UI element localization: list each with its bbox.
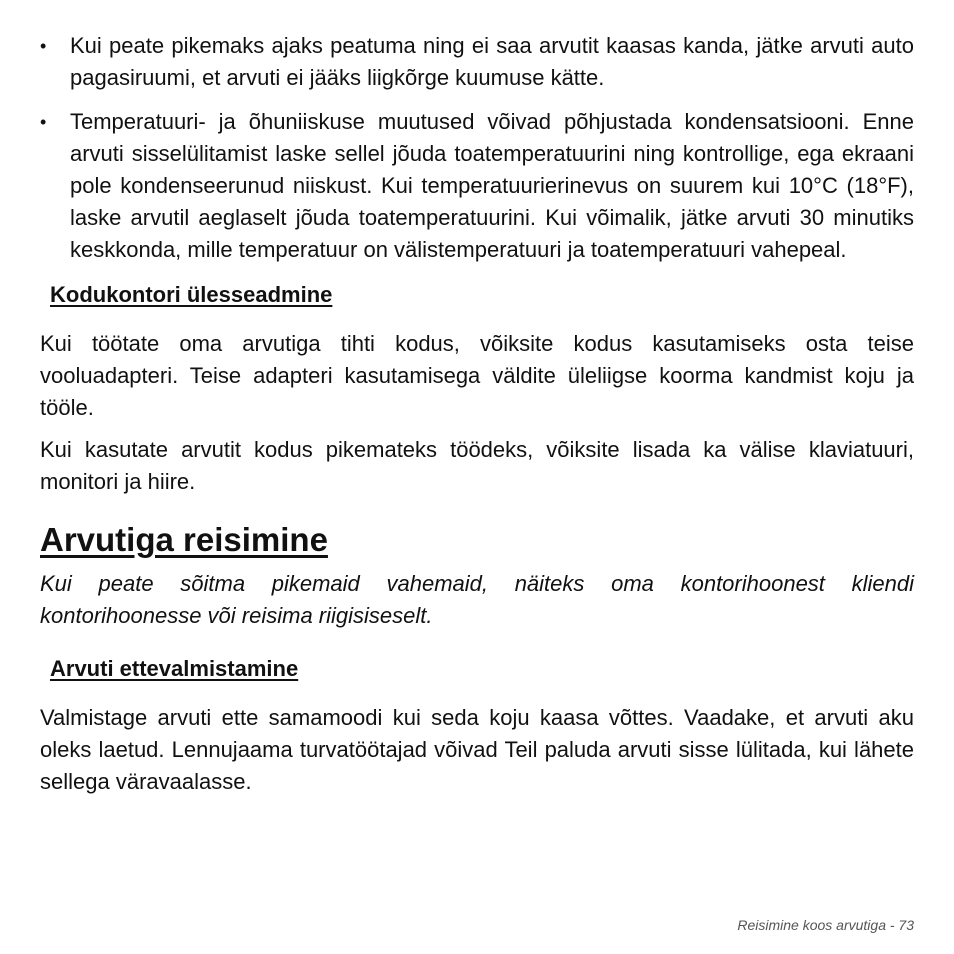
chapter-heading-travel: Arvutiga reisimine bbox=[40, 521, 328, 558]
bullet-text: Temperatuuri- ja õhuniiskuse muutused võivad põhjustada kondensatsiooni. Enne arvuti sisselülitamist laske sellel jõuda toatemperatuurini ning kontrollige, ega ekraani pole kondenseerunud niiskust. Kui temperatuurierinevus on suurem kui 10°C (18°F), laske arvutil aeglaselt jõuda toatemperatuurini. Kui võimalik, jätke arvuti 30 minutiks keskkonda, mille temperatuur on välistemperatuuri ja toatemperatuuri vahepeal. bbox=[70, 109, 914, 262]
bullet-item-1 bbox=[40, 30, 914, 94]
document-page bbox=[40, 30, 914, 808]
paragraph-home-2: Kui kasutate arvutit kodus pikemateks töödeks, võiksite lisada ka välise klaviatuuri, monitori ja hiire. bbox=[40, 437, 914, 494]
bullet-list bbox=[40, 30, 914, 266]
bullet-text: Kui peate pikemaks ajaks peatuma ning ei saa arvutit kaasas kanda, jätke arvuti auto pagasiruumi, et arvuti ei jääks liigkõrge kuumuse kätte. bbox=[70, 33, 914, 90]
travel-intro: Kui peate sõitma pikemaid vahemaid, näiteks oma kontorihoonest kliendi kontorihoonesse või reisima riigisiseselt. bbox=[40, 571, 914, 628]
bullet-marker: • bbox=[40, 112, 47, 132]
paragraph-home-1: Kui töötate oma arvutiga tihti kodus, võiksite kodus kasutamiseks osta teise vooluadapteri. Teise adapteri kasutamisega väldite üleliigse koorma kandmist koju ja tööle. bbox=[40, 331, 914, 420]
bullet-marker: • bbox=[40, 36, 47, 56]
paragraph-preparing: Valmistage arvuti ette samamoodi kui seda koju kaasa võttes. Vaadake, et arvuti aku oleks laetud. Lennujaama turvatöötajad võivad Teil paluda arvuti sisse lülitada, kui lähete sellega väravaalasse. bbox=[40, 705, 914, 794]
bullet-item-2 bbox=[40, 106, 914, 266]
section-title-preparing: Arvuti ettevalmistamine bbox=[50, 656, 299, 681]
page-footer: Reisimine koos arvutiga - 73 bbox=[737, 917, 914, 933]
section-title-home-office: Kodukontori ülesseadmine bbox=[50, 282, 333, 307]
